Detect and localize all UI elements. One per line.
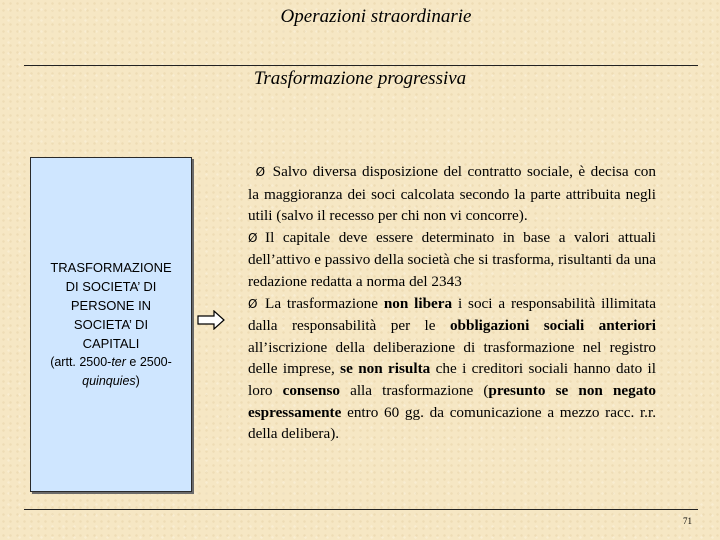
- article-reference: (artt. 2500-ter e 2500- quinquies): [50, 355, 172, 388]
- page-number: 71: [683, 516, 692, 526]
- triangle-bullet-icon: Ø: [255, 165, 266, 179]
- triangle-bullet-icon: Ø: [248, 230, 258, 245]
- box-line-1: TRASFORMAZIONE: [50, 260, 172, 275]
- transformation-box: [30, 157, 192, 492]
- box-line-2: DI SOCIETA’ DI: [65, 279, 157, 294]
- bullet-item-3: Ø La trasformazione non libera i soci a responsabilità illimitata dalla responsabilità per le obbligazioni sociali anteriori all’iscrizione della deliberazione di trasformazione nel registro delle imprese, se non risulta che i creditori sociali hanno dato il loro consenso alla trasformazione (presunto se non negato espressamente entro 60 gg. da comunicazione a mezzo racc. r.r. della delibera).: [248, 294, 657, 443]
- box-line-3: PERSONE IN: [70, 298, 152, 313]
- box-line-5: CAPITALI: [82, 336, 140, 351]
- right-arrow-icon: [197, 310, 225, 330]
- triangle-bullet-icon: Ø: [248, 296, 258, 311]
- bullet-item-1: Ø Salvo diversa disposizione del contratto sociale, è decisa con la maggioranza dei soci calcolata secondo la parte attribuita negli utili (salvo il recesso per chi non vi concorre).: [248, 163, 656, 225]
- slide-subtitle: Trasformazione progressiva: [253, 68, 467, 89]
- bottom-divider: [24, 509, 698, 510]
- box-line-4: SOCIETA’ DI: [73, 317, 149, 332]
- top-divider: [24, 65, 698, 66]
- bullet-list: [248, 161, 656, 445]
- bullet-item-2: Ø Il capitale deve essere determinato in base a valori attuali dell’attivo e passivo della società che si trasforma, risultanti da una redazione redatta a norma del 2343: [248, 228, 656, 290]
- slide-title: Operazioni straordinarie: [280, 6, 472, 27]
